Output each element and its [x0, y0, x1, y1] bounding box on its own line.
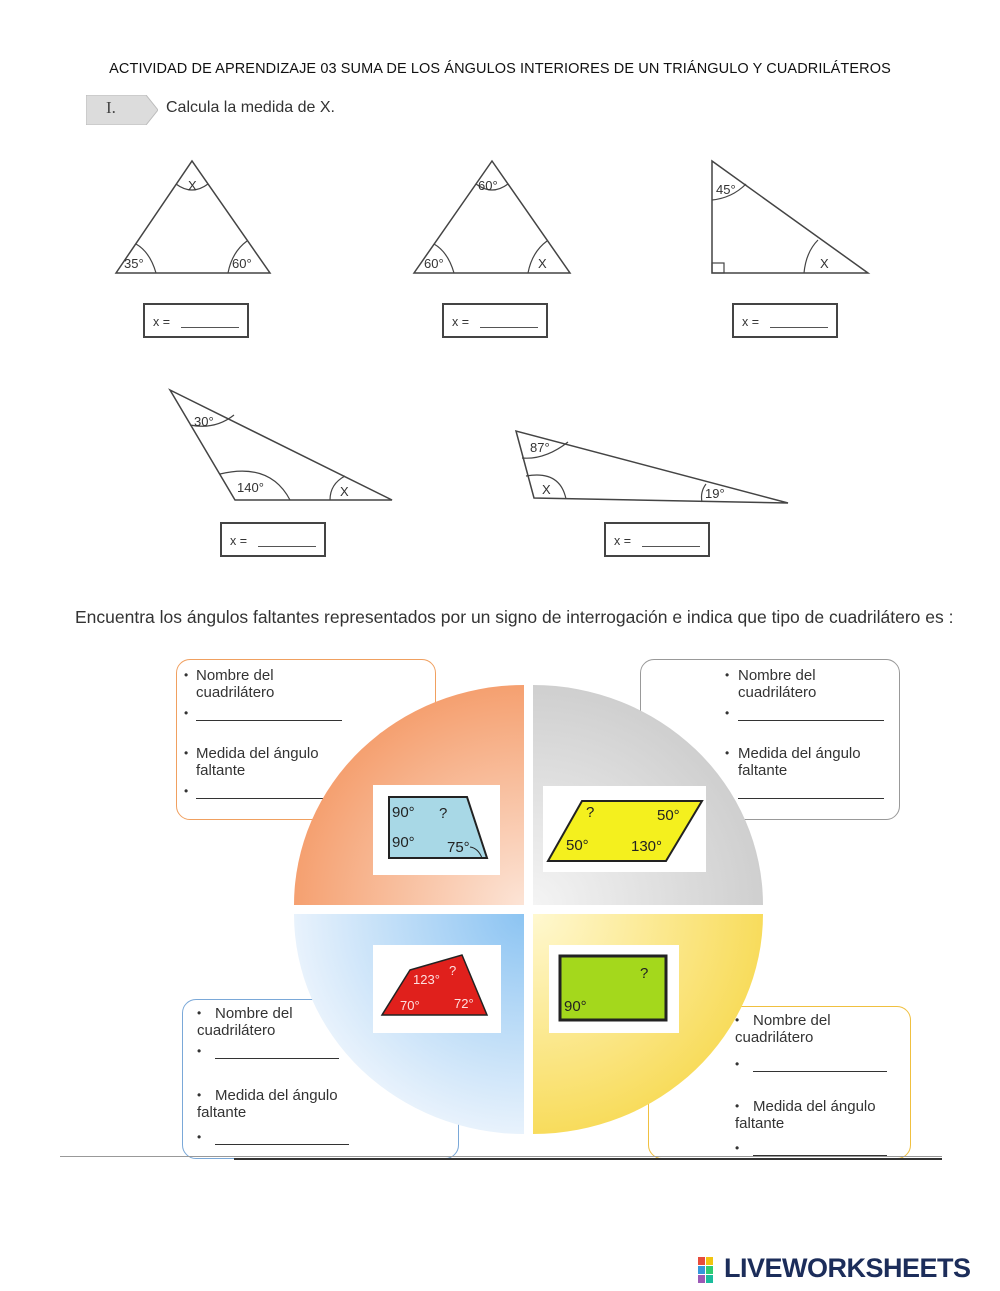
quad-1-label-2: ? — [439, 805, 448, 822]
info-box-bottom-right: • Nombre del cuadrilátero • • Medida del ángulo faltante • — [648, 1006, 911, 1159]
triangle-2-right-label: X — [538, 256, 547, 271]
quad-3-label-3: 70° — [400, 998, 420, 1013]
quad-name-label: Nombre del cuadrilátero — [197, 1005, 293, 1039]
triangle-5-right-label: 19° — [705, 486, 725, 501]
quad-3-label-4: 72° — [454, 996, 474, 1011]
section-2-instruction: Encuentra los ángulos faltantes representados por un signo de interrogación e indica que tipo de cuadrilátero es : — [75, 607, 954, 627]
triangle-3-top-label: 45° — [716, 182, 736, 197]
quad-3-label-2: ? — [449, 963, 457, 978]
triangle-2-top-label: 60° — [478, 178, 498, 193]
quad-name-label: Nombre del cuadrilátero — [738, 667, 817, 701]
quad-2-label-3: 50° — [566, 837, 589, 854]
missing-angle-label: Medida del ángulo faltante — [196, 745, 319, 779]
liveworksheets-logo-text: LIVEWORKSHEETS — [724, 1253, 971, 1283]
quad-1-label-3: 90° — [392, 834, 415, 851]
triangle-1-top-label: X — [188, 178, 197, 193]
triangle-1-left-label: 35° — [124, 256, 144, 271]
quad-4-label-1: ? — [640, 965, 649, 982]
quad-1-label-1: 90° — [392, 804, 415, 821]
quad-1-label-4: 75° — [447, 839, 470, 856]
triangle-3-right-label: X — [820, 256, 829, 271]
info-box-bottom-left: • Nombre del cuadrilátero • • Medida del ángulo faltante • — [182, 999, 459, 1159]
missing-angle-label: Medida del ángulo faltante — [197, 1087, 338, 1121]
triangle-1-right-label: 60° — [232, 256, 252, 271]
quad-2-label-2: 50° — [657, 807, 680, 824]
worksheet-title: ACTIVIDAD DE APRENDIZAJE 03 SUMA DE LOS ÁNGULOS INTERIORES DE UN TRIÁNGULO Y CUADRILÁTEROS — [109, 61, 891, 77]
quad-name-label: Nombre del cuadrilátero — [735, 1012, 831, 1046]
liveworksheets-logo-icon — [698, 1255, 722, 1285]
triangle-4-middle-label: 140° — [237, 480, 264, 495]
quad-2-label-4: 130° — [631, 838, 663, 855]
section-instruction: Calcula la medida de X. — [166, 99, 335, 116]
quad-name-label: Nombre del cuadrilátero — [196, 667, 275, 701]
quad-3-label-1: 123° — [413, 972, 440, 987]
quad-4-label-2: 90° — [564, 998, 587, 1015]
bottom-divider — [60, 1156, 942, 1157]
answer-label: x = — [614, 534, 632, 548]
triangle-2-left-label: 60° — [424, 256, 444, 271]
answer-label: x = — [452, 315, 470, 329]
answer-label: x = — [742, 315, 760, 329]
info-box-top-left: • Nombre del cuadrilátero • • Medida del ángulo faltante • — [176, 659, 436, 820]
answer-label: x = — [230, 534, 248, 548]
missing-angle-label: Medida del ángulo faltante — [738, 745, 861, 779]
triangle-4-right-label: X — [340, 484, 349, 499]
info-box-top-right: • Nombre del cuadrilátero • • Medida del ángulo faltante — [640, 659, 900, 820]
triangle-5-left-label: X — [542, 482, 551, 497]
quad-2-label-1: ? — [586, 804, 595, 821]
answer-label: x = — [153, 315, 171, 329]
missing-angle-label: Medida del ángulo faltante — [735, 1098, 876, 1132]
section-number: I. — [106, 98, 116, 117]
triangle-5-top-label: 87° — [530, 440, 550, 455]
bottom-divider-thick — [234, 1158, 942, 1160]
triangle-4-top-label: 30° — [194, 414, 214, 429]
